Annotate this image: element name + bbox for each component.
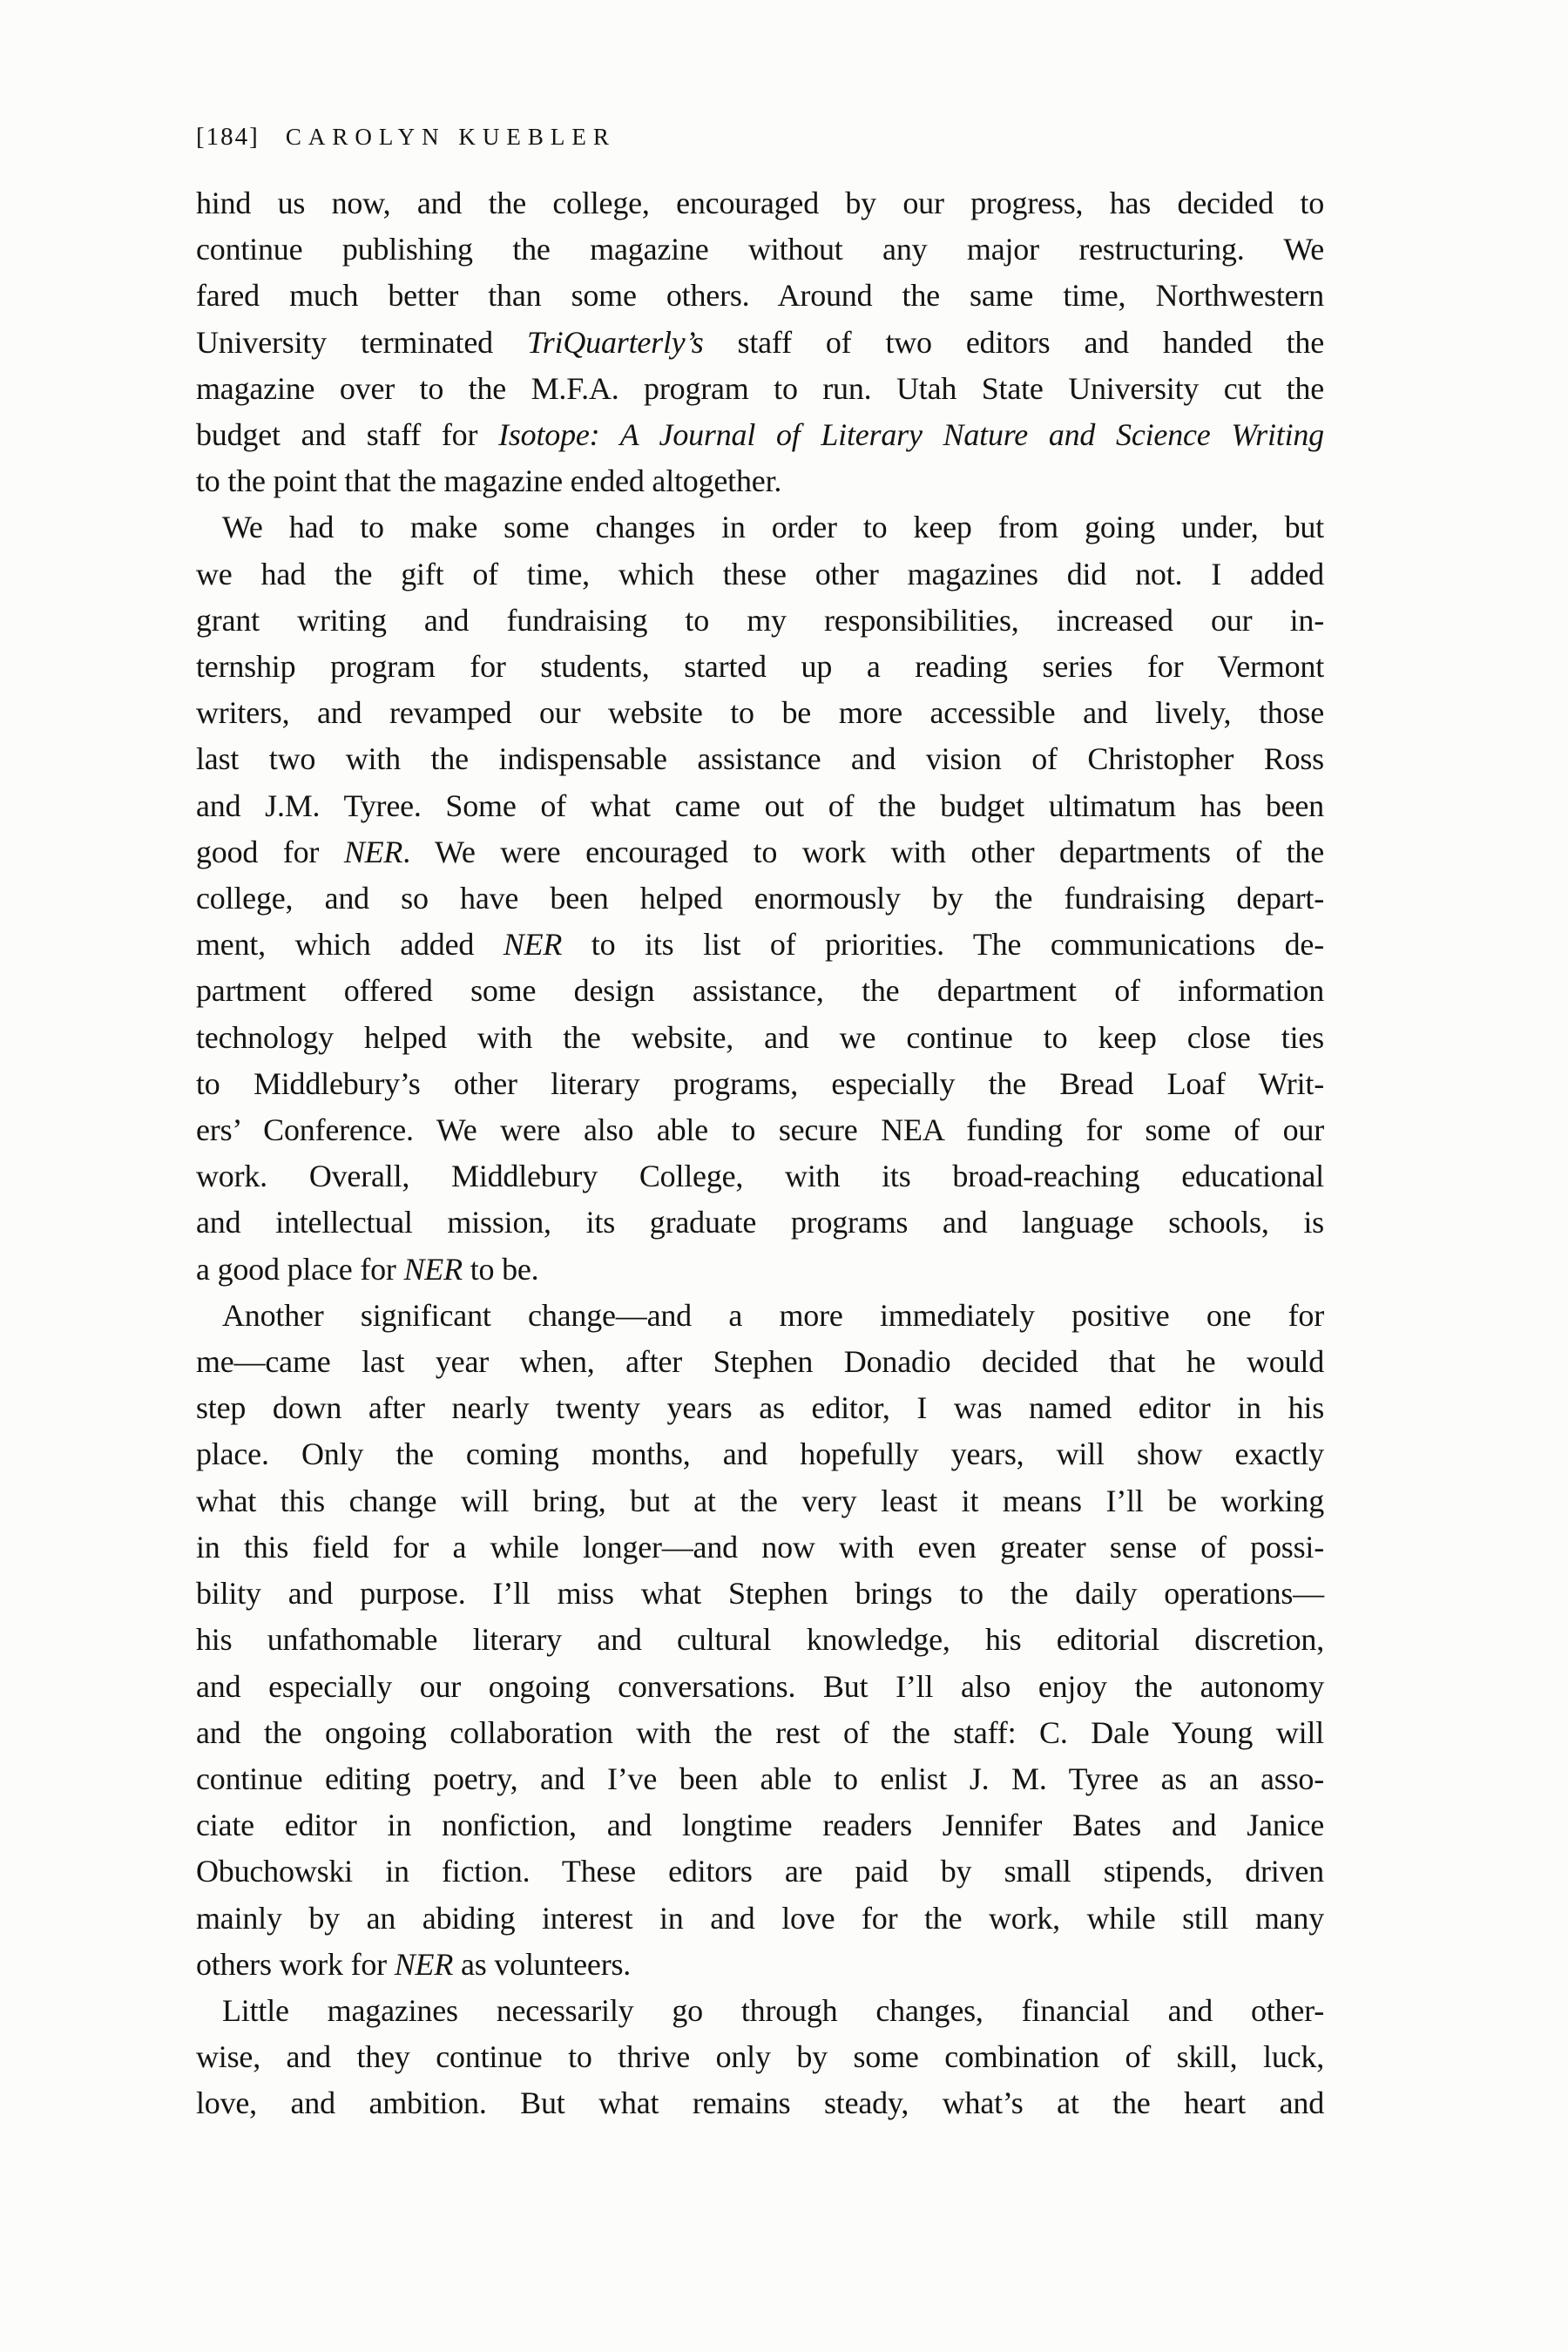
author-name: CAROLYN KUEBLER xyxy=(285,124,616,150)
text-line xyxy=(196,644,1324,690)
text-line xyxy=(196,1896,1324,1942)
running-head xyxy=(196,125,616,150)
text-segment: mainly by an abiding interest in and love for the work, while still many xyxy=(196,1900,1324,1936)
text-segment: fared much better than some others. Around the same time, Northwestern xyxy=(196,278,1324,314)
text-segment: and intellectual mission, its graduate programs and language schools, is xyxy=(196,1205,1324,1240)
text-line xyxy=(196,2080,1324,2126)
text-line xyxy=(196,1247,1324,1293)
text-segment: University terminated xyxy=(196,324,527,360)
text-segment: Little magazines necessarily go through changes, financial and other- xyxy=(222,1992,1324,2028)
text-line xyxy=(196,1431,1324,1477)
text-segment: ternship program for students, started up a reading series for Vermont xyxy=(196,649,1324,685)
text-line xyxy=(196,412,1324,458)
text-line xyxy=(196,1107,1324,1153)
text-line xyxy=(196,1571,1324,1617)
text-segment: we had the gift of time, which these other magazines did not. I added xyxy=(196,556,1324,591)
text-line xyxy=(196,1524,1324,1571)
text-line xyxy=(196,504,1324,551)
text-line xyxy=(196,1200,1324,1246)
text-line xyxy=(196,1339,1324,1385)
text-segment: step down after nearly twenty years as editor, I was named editor in his xyxy=(196,1390,1324,1426)
text-segment: to Middlebury’s other literary programs, especially the Bread Loaf Writ- xyxy=(196,1065,1324,1101)
text-segment: his unfathomable literary and cultural knowledge, his editorial discretion, xyxy=(196,1622,1324,1658)
text-segment: budget and staff for xyxy=(196,417,499,453)
text-segment: work. Overall, Middlebury College, with its broad-reaching educational xyxy=(196,1159,1324,1194)
italic-text-segment: TriQuarterly’s xyxy=(526,324,704,360)
text-line xyxy=(196,829,1324,875)
text-line xyxy=(196,273,1324,319)
text-segment: good for xyxy=(196,834,344,869)
text-segment: what this change will bring, but at the very least it means I’ll be working xyxy=(196,1483,1324,1518)
text-segment: staff of two editors and handed the xyxy=(703,324,1324,360)
text-segment: love, and ambition. But what remains steady, what’s at the heart and xyxy=(196,2085,1324,2121)
text-segment: and especially our ongoing conversations. But I’ll also enjoy the autonomy xyxy=(196,1668,1324,1704)
italic-text-segment: Isotope: A Journal of Literary Nature and Science Writing xyxy=(498,417,1324,453)
text-segment: ers’ Conference. We were also able to secure NEA funding for some of our xyxy=(196,1112,1324,1148)
text-segment: me—came last year when, after Stephen Donadio decided that he would xyxy=(196,1344,1324,1380)
text-line xyxy=(196,1848,1324,1895)
text-segment: writers, and revamped our website to be more accessible and lively, those xyxy=(196,695,1324,731)
text-segment: hind us now, and the college, encouraged by our progress, has decided to xyxy=(196,186,1324,220)
text-line xyxy=(196,690,1324,736)
text-segment: wise, and they continue to thrive only by some combination of skill, luck, xyxy=(196,2039,1324,2075)
text-segment: partment offered some design assistance, the department of information xyxy=(196,973,1324,1009)
italic-text-segment: NER xyxy=(343,834,403,869)
text-line xyxy=(196,320,1324,366)
text-segment: bility and purpose. I’ll miss what Stephen brings to the daily operations— xyxy=(196,1576,1324,1612)
body-text xyxy=(196,180,1324,2127)
text-segment: last two with the indispensable assistance and vision of Christopher Ross xyxy=(196,741,1324,777)
text-line xyxy=(196,458,1324,504)
text-segment: to the point that the magazine ended altogether. xyxy=(196,463,782,499)
italic-text-segment: NER xyxy=(394,1946,454,1982)
text-segment: ciate editor in nonfiction, and longtime readers Jennifer Bates and Janice xyxy=(196,1808,1324,1843)
text-segment: . We were encouraged to work with other departments of the xyxy=(402,834,1324,869)
text-line xyxy=(196,1293,1324,1339)
text-segment: and the ongoing collaboration with the rest of the staff: C. Dale Young will xyxy=(196,1714,1324,1750)
text-segment: a good place for xyxy=(196,1251,404,1287)
text-line xyxy=(196,1756,1324,1802)
text-line xyxy=(196,1710,1324,1756)
text-segment: grant writing and fundraising to my responsibilities, increased our in- xyxy=(196,602,1324,638)
text-line xyxy=(196,551,1324,598)
text-line xyxy=(196,180,1324,226)
text-line xyxy=(196,1664,1324,1710)
text-segment: magazine over to the M.F.A. program to run. Utah State University cut the xyxy=(196,370,1324,406)
text-segment: ment, which added xyxy=(196,927,504,963)
text-line xyxy=(196,1153,1324,1200)
text-segment: others work for xyxy=(196,1946,395,1982)
text-segment: college, and so have been helped enormously by the fundraising depart- xyxy=(196,881,1324,916)
text-line xyxy=(196,1988,1324,2034)
italic-text-segment: NER xyxy=(503,927,563,963)
text-segment: Obuchowski in fiction. These editors are paid by small stipends, driven xyxy=(196,1854,1324,1889)
text-segment: continue editing poetry, and I’ve been able to enlist J. M. Tyree as an asso- xyxy=(196,1761,1324,1796)
text-segment: in this field for a while longer—and now with even greater sense of possi- xyxy=(196,1529,1324,1565)
text-segment: continue publishing the magazine without any major restructuring. We xyxy=(196,232,1324,267)
text-line xyxy=(196,598,1324,644)
italic-text-segment: NER xyxy=(403,1251,463,1287)
text-line xyxy=(196,1942,1324,1988)
text-line xyxy=(196,783,1324,829)
text-segment: to its list of priorities. The communications de- xyxy=(562,927,1324,963)
text-segment: Another significant change—and a more immediately positive one for xyxy=(222,1297,1324,1333)
text-line xyxy=(196,1617,1324,1663)
text-line xyxy=(196,226,1324,273)
text-line xyxy=(196,1061,1324,1107)
text-line xyxy=(196,922,1324,968)
text-line xyxy=(196,736,1324,782)
text-line xyxy=(196,875,1324,922)
text-line xyxy=(196,1385,1324,1431)
text-line xyxy=(196,366,1324,412)
text-line xyxy=(196,1015,1324,1061)
text-segment: to be. xyxy=(462,1251,539,1287)
text-line xyxy=(196,2034,1324,2080)
text-segment: We had to make some changes in order to keep from going under, but xyxy=(222,510,1324,545)
text-line xyxy=(196,1802,1324,1848)
text-segment: and J.M. Tyree. Some of what came out of the budget ultimatum has been xyxy=(196,787,1324,823)
page-number: [184] xyxy=(196,123,260,151)
text-segment: place. Only the coming months, and hopefully years, will show exactly xyxy=(196,1436,1324,1472)
text-segment: as volunteers. xyxy=(453,1946,632,1982)
text-segment: technology helped with the website, and we continue to keep close ties xyxy=(196,1019,1324,1055)
text-line xyxy=(196,1478,1324,1524)
text-line xyxy=(196,968,1324,1014)
